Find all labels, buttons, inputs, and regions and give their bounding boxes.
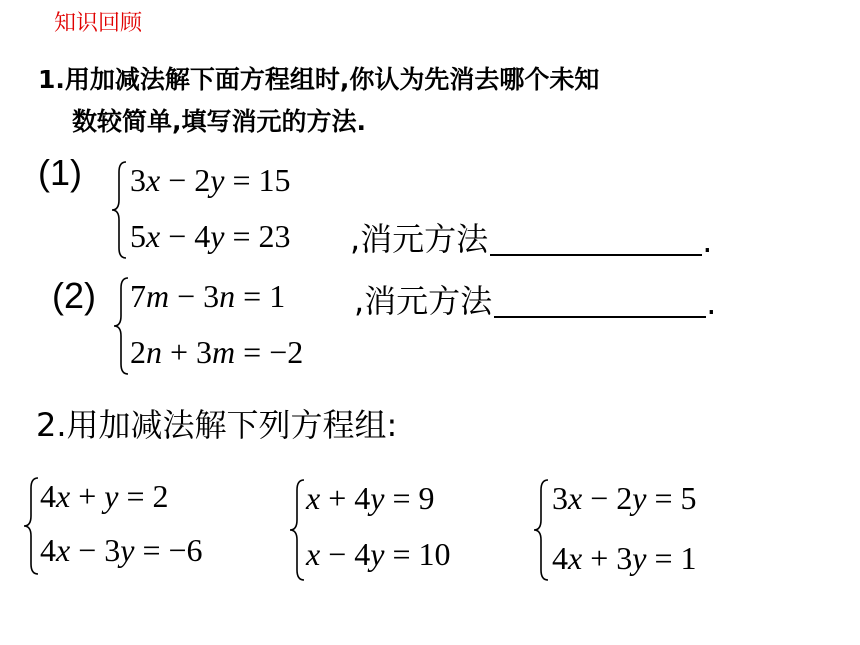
part2-method	[354, 276, 716, 322]
part1-method-end: .	[702, 222, 713, 260]
part2-equation1: 7m − 3n = 1	[130, 278, 286, 314]
part2-equation2: 2n + 3m = −2	[130, 334, 304, 370]
part1-equation2: 5x − 4y = 23	[130, 218, 291, 254]
part1-brace	[110, 160, 128, 260]
part1-label: (1)	[38, 152, 82, 193]
system-a-equation2: 4x − 3y = −6	[40, 532, 203, 568]
question1-line2: 数较简单,填写消元的方法.	[72, 107, 366, 136]
part2-brace	[112, 276, 130, 376]
part1-method	[350, 214, 712, 260]
part2-label: (2)	[52, 275, 96, 316]
section-title: 知识回顾	[54, 11, 143, 36]
system-b-brace	[288, 478, 306, 582]
system-c-equation1: 3x − 2y = 5	[552, 480, 697, 516]
system-a-equation1: 4x + y = 2	[40, 478, 169, 514]
question1-line1: 1.用加减法解下面方程组时,你认为先消去哪个未知	[38, 65, 600, 94]
system-a-brace	[22, 476, 40, 576]
system-c-brace	[532, 478, 550, 582]
part1-method-blank[interactable]	[490, 224, 702, 256]
part2-method-end: .	[706, 284, 717, 322]
part1-equation1: 3x − 2y = 15	[130, 162, 291, 198]
system-b-equation1: x + 4y = 9	[306, 480, 435, 516]
part2-method-label: ,消元方法	[354, 282, 493, 320]
part2-method-blank[interactable]	[494, 286, 706, 318]
part1-method-label: ,消元方法	[350, 220, 489, 258]
system-b-equation2: x − 4y = 10	[306, 536, 451, 572]
question2-text: 2.用加减法解下列方程组:	[36, 406, 398, 444]
system-c-equation2: 4x + 3y = 1	[552, 540, 697, 576]
